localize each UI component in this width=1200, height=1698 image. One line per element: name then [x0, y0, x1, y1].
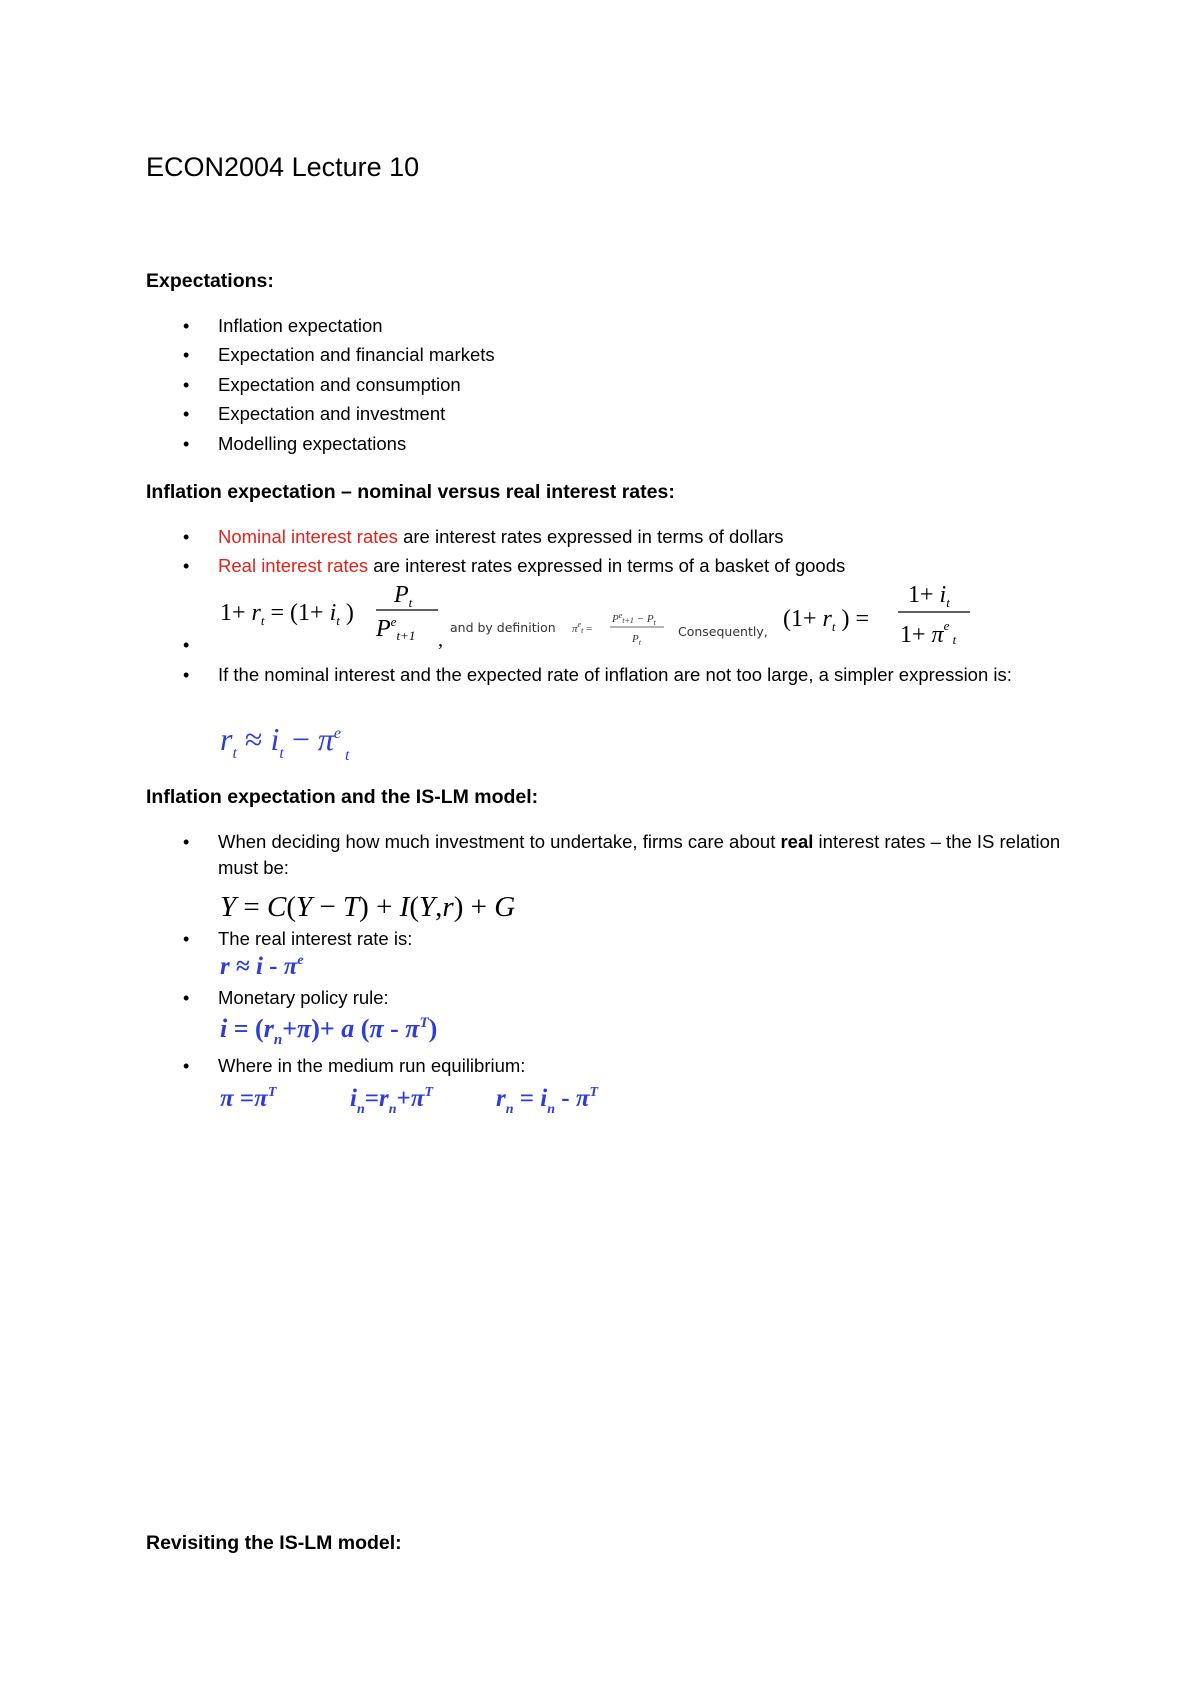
list-item: Expectation and investment	[218, 403, 446, 424]
svg-text:πet =: $\pi^e_t$ =	[572, 620, 593, 635]
bullet-icon: •	[183, 556, 190, 576]
svg-text:Consequently,: Consequently,	[678, 624, 768, 639]
svg-text:rn = in - πT: $r_n = i_n - \pi^T$	[496, 1085, 599, 1117]
medium-run-svg	[218, 1080, 638, 1120]
svg-text:1+ rt = (1+ it ): $1+ r_t = (1+ i_t$ )	[220, 600, 354, 628]
islm-item1-bold: real	[780, 831, 814, 852]
real-rate-svg	[218, 950, 378, 984]
approx-formula-svg	[218, 722, 418, 766]
bullet-icon: •	[183, 988, 190, 1008]
nominal-definition: are interest rates expressed in terms of dollars	[397, 526, 784, 547]
list-item: Expectation and financial markets	[218, 344, 495, 365]
bullet-icon: •	[183, 635, 190, 655]
section-heading-nominal-vs-real: Inflation expectation – nominal versus real interest rates:	[146, 481, 675, 503]
svg-text:Pt: $P_t$	[394, 582, 413, 610]
list-item	[218, 524, 1098, 550]
svg-text:Pet+1: $P^e_{t+1}$	[376, 614, 416, 643]
svg-text:1+ it: $1+ i_t$	[908, 582, 950, 610]
approx-real-rate-formula	[218, 722, 418, 766]
svg-text:i = (rn+π)+ a (π - πT): $i = (r_n+\pi)+ a$ $(\pi - \pi^T)$	[220, 1014, 438, 1048]
real-definition: are interest rates expressed in terms of a basket of goods	[368, 555, 846, 576]
list-item: Modelling expectations	[218, 433, 407, 454]
islm-item1-text-a: When deciding how much investment to undertake, firms care about	[218, 831, 781, 852]
bullet-icon: •	[183, 316, 190, 336]
section-heading-expectations: Expectations:	[146, 270, 274, 292]
section-heading-revisiting: Revisiting the IS-LM model:	[146, 1532, 402, 1554]
list-item: Inflation expectation	[218, 315, 383, 336]
section-heading-islm: Inflation expectation and the IS-LM model:	[146, 786, 539, 808]
svg-text:,: ,	[438, 629, 443, 651]
svg-text:Y = C(Y − T) + I(Y,r) + G: Y = C(Y − T) + I(Y,r) + G	[220, 891, 516, 923]
bullet-icon: •	[183, 1056, 190, 1076]
monetary-policy-formula	[218, 1010, 518, 1050]
list-item	[218, 553, 1098, 579]
monetary-rule-svg	[218, 1010, 518, 1050]
page-title: ECON2004 Lecture 10	[146, 152, 420, 182]
svg-text:and by definition: and by definition	[450, 620, 556, 635]
svg-text:r ≈ i - πe: $r \approx i - \pi^e$	[220, 953, 304, 980]
formula-svg	[218, 580, 998, 652]
svg-text:π =πT: $\pi =\pi^T$	[220, 1085, 277, 1112]
list-item: Monetary policy rule:	[218, 987, 389, 1008]
svg-text:(1+ rt ) =: ($1+ r_t$ ) =	[783, 606, 870, 634]
list-item	[218, 829, 1078, 881]
svg-text:1+ πe t: $1+ \pi^e$ $_t$	[900, 618, 957, 648]
list-item: The real interest rate is:	[218, 928, 413, 949]
bullet-icon: •	[183, 375, 190, 395]
bullet-icon: •	[183, 929, 190, 949]
bullet-icon: •	[183, 832, 190, 852]
bullet-icon: •	[183, 345, 190, 365]
svg-text:in=rn+πT: $i_n=r_n+\pi^T$	[350, 1085, 433, 1117]
list-item: Where in the medium run equilibrium:	[218, 1055, 526, 1076]
bullet-icon: •	[183, 665, 190, 685]
islm-item1-text-b: interest rates – the IS relation must be:	[218, 831, 1061, 878]
real-rate-formula-image	[218, 580, 998, 652]
list-item: Expectation and consumption	[218, 374, 461, 395]
bullet-icon: •	[183, 527, 190, 547]
nominal-term: Nominal interest rates	[218, 526, 398, 547]
svg-text:Pet+1 − Pt: $P^e_{t+1} - P_t$	[612, 611, 656, 627]
list-item: If the nominal interest and the expected rate of inflation are not too large, a simpler expression is:	[218, 664, 1012, 685]
svg-text:Pt: $P_t$	[632, 633, 641, 647]
is-formula-svg	[218, 888, 558, 926]
real-term: Real interest rates	[218, 555, 369, 576]
is-relation-formula	[218, 888, 558, 926]
bullet-icon: •	[183, 434, 190, 454]
svg-text:rt ≈ it − πe t: $r_t \approx i_t - \pi^e$ $_t$	[220, 722, 350, 764]
bullet-icon: •	[183, 404, 190, 424]
medium-run-formula	[218, 1080, 638, 1120]
real-rate-approx-formula	[218, 950, 378, 984]
